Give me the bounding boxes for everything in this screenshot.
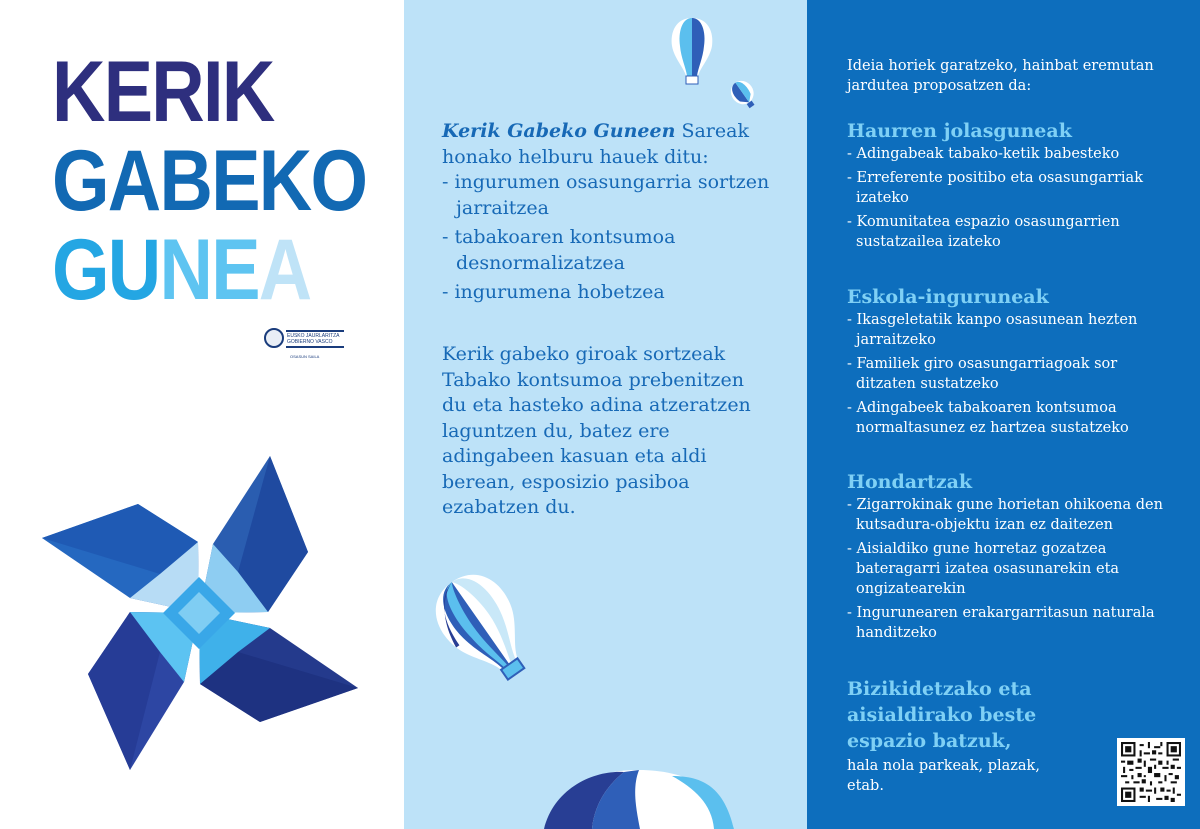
goals-panel [404,0,807,829]
list-item: - ingurumena hobetzea [442,281,665,303]
section-beaches [847,471,1167,647]
section-list [847,144,1167,252]
section-heading: Eskola-inguruneak [847,286,1049,308]
list-item: - Erreferente positibo eta osasungarriak izateko [847,170,1143,206]
title-line-3 [52,222,311,318]
qr-code-icon [1117,738,1185,806]
cover-panel [0,0,404,829]
section-heading: Hondartzak [847,471,973,493]
title-line-1: KERIK [52,44,274,140]
network-name: Kerik Gabeko Guneen [442,120,676,142]
hot-air-balloon-icon [544,768,734,829]
title-line-3-part-3: A [258,222,311,318]
logo-rule-bottom [286,346,344,348]
list-item: - Ikasgeletatik kanpo osasunean hezten jarraitzeko [847,312,1138,348]
other-spaces-text: hala nola parkeak, plazak, etab. [847,758,1040,794]
goals-list [442,170,772,306]
logo-subtitle: OSASUN SAILA [290,354,320,359]
list-item: - Adingabeek tabakoaren kontsumoa normaltasunez ez hartzea sustatzeko [847,400,1129,436]
logo-line-2: GOBIERNO VASCO [287,339,333,345]
section-list [847,495,1167,643]
prevention-paragraph: Kerik gabeko giroak sortzeak Tabako kontsumoa prebenitzen du eta hasteko adina atzeratzen laguntzen du, batez ere adingabeen kasuan eta aldi berean, esposizio pasiboa ezabatzen du. [442,343,751,518]
hot-air-balloon-icon [424,568,544,688]
section-playgrounds [847,120,1167,256]
government-logo [264,328,344,352]
logo-line-1: EUSKO JAURLARITZA [287,333,340,339]
government-seal-icon [264,328,284,348]
list-item: - ingurumen osasungarria sortzen jarraitzea [442,171,770,219]
intro-rest: Sareak honako helburu hauek ditu: [442,120,749,168]
title-line-3-part-1: GU [52,222,160,318]
areas-panel [807,0,1200,829]
list-item: - Ingurunearen erakargarritasun naturala handitzeko [847,605,1155,641]
list-item: - Zigarrokinak gune horietan ohikoena den kutsadura-objektu izan ez daitezen [847,497,1163,533]
list-item: - tabakoaren kontsumoa desnormalizatzea [442,226,676,274]
areas-intro: Ideia horiek garatzeko, hainbat eremutan jardutea proposatzen da: [847,58,1154,94]
goals-intro [442,119,772,306]
section-other-spaces [847,676,1067,796]
hot-air-balloon-icon [668,16,716,86]
hot-air-balloon-icon [726,78,762,112]
list-item: - Familiek giro osasungarriagoak sor ditzaten sustatzeko [847,356,1118,392]
section-heading: Bizikidetzako eta aisialdirako beste espazio batzuk, [847,678,1037,752]
goals-intro-text [442,119,772,170]
section-school-environments [847,286,1167,442]
section-heading: Haurren jolasguneak [847,120,1072,142]
list-item: - Adingabeak tabako-ketik babesteko [847,146,1120,162]
title-line-2: GABEKO [52,133,367,229]
list-item: - Komunitatea espazio osasungarrien sustatzailea izateko [847,214,1120,250]
list-item: - Aisialdiko gune horretaz gozatzea bateragarri izatea osasunarekin eta ongizatearekin [847,541,1120,597]
section-list [847,310,1167,438]
pinwheel-icon [38,452,360,774]
logo-rule-top [286,330,344,332]
title-line-3-part-2: NE [159,222,259,318]
